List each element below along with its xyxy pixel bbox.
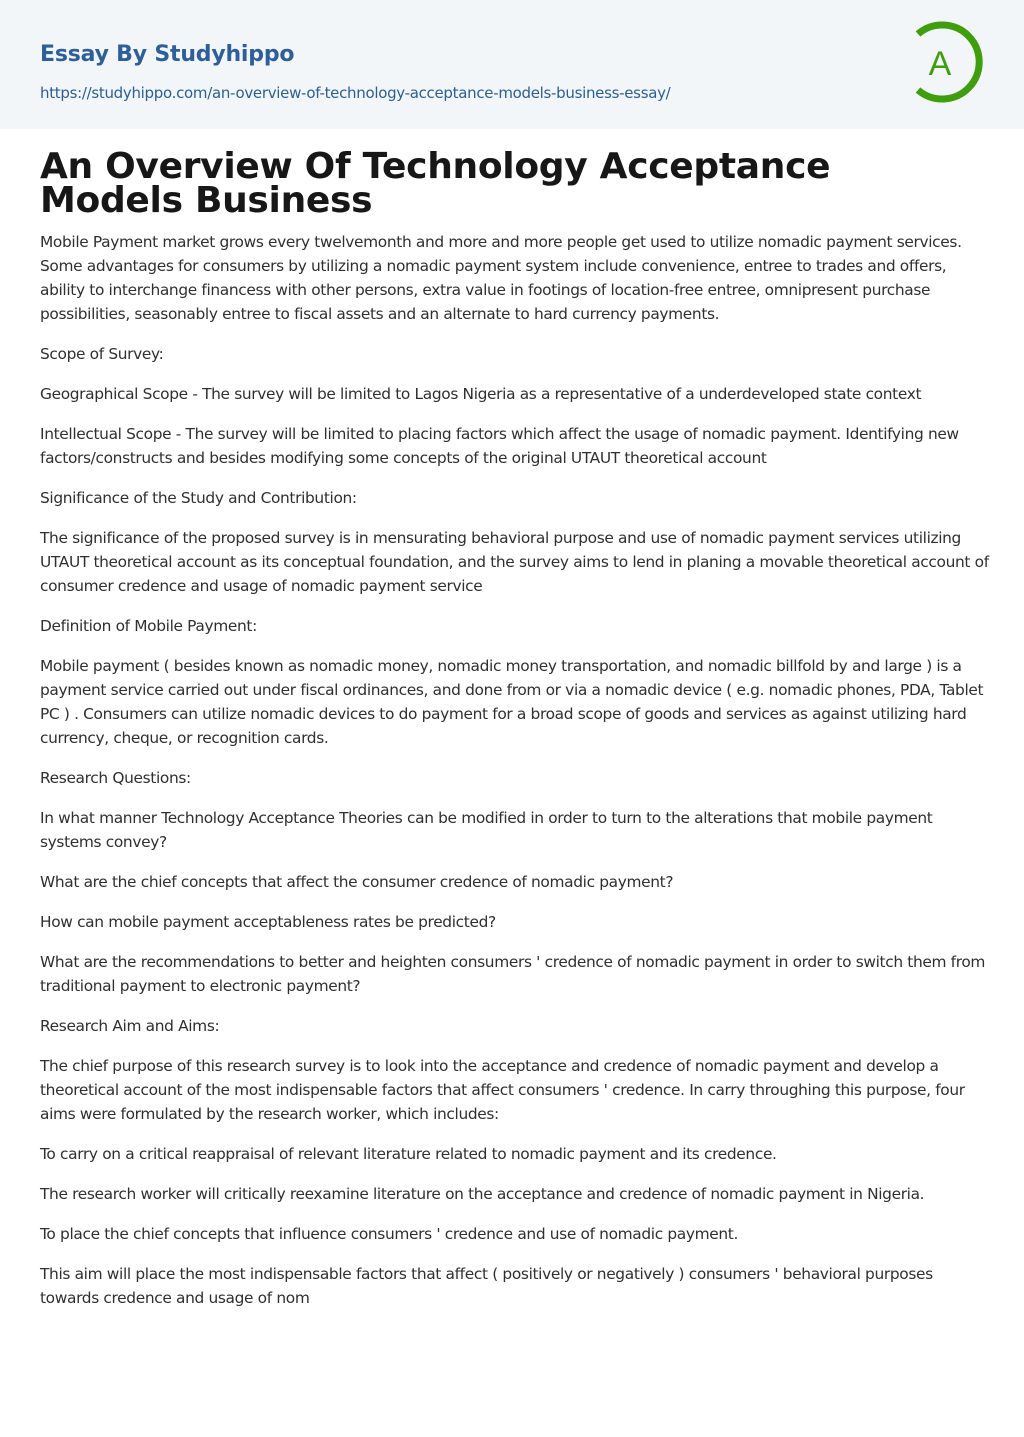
site-header [0,0,1024,129]
aim-1: To carry on a critical reappraisal of relevant literature related to nomadic payment and its credence. [40,1145,777,1163]
paragraph-significance: The significance of the proposed survey is in mensurating behavioral purpose and use of nomadic payment services utilizing UTAUT theoretical account as its conceptual foundation, and the survey aims to lend in planing a movable theoretical account of consumer credence and usage of nomadic payment service [40,529,989,595]
heading-scope-of-survey: Scope of Survey: [40,345,164,363]
page-title: An Overview Of Technology Acceptance Models Business [40,146,831,221]
site-brand: Essay By Studyhippo [40,42,295,67]
studyhippo-logo-icon [905,18,989,106]
research-question-4: What are the recommendations to better and heighten consumers ' credence of nomadic payment in order to switch them from traditional payment to electronic payment? [40,953,986,995]
paragraph-intro: Mobile Payment market grows every twelvemonth and more and more people get used to utilize nomadic payment services. Some advantages for consumers by utilizing a nomadic payment system include convenience, entree to trades and offers, ability to interchange financess with other persons, extra value in footings of location-free entree, omnipresent purchase possibilities, seasonably entree to fiscal assets and an alternate to hard currency payments. [40,233,962,323]
heading-research-questions: Research Questions: [40,769,191,787]
research-question-2: What are the chief concepts that affect the consumer credence of nomadic payment? [40,873,674,891]
aim-2-detail: This aim will place the most indispensable factors that affect ( positively or negatively ) consumers ' behavioral purposes towards credence and usage of nom [40,1265,933,1307]
heading-significance: Significance of the Study and Contribution: [40,489,357,507]
paragraph-research-aims: The chief purpose of this research survey is to look into the acceptance and credence of nomadic payment and develop a theoretical account of the most indispensable factors that affect consumers ' credence. In carry throughing this purpose, four aims were formulated by the research worker, which includes: [40,1057,965,1123]
paragraph-definition: Mobile payment ( besides known as nomadic money, nomadic money transportation, and nomadic billfold by and large ) is a payment service carried out under fiscal ordinances, and done from or via a nomadic device ( e.g. nomadic phones, PDA, Tablet PC ) . Consumers can utilize nomadic devices to do payment for a broad scope of goods and services as against utilizing hard currency, cheque, or recognition cards. [40,657,984,747]
heading-definition: Definition of Mobile Payment: [40,617,257,635]
article-body [40,230,989,1310]
article [0,146,1024,1310]
essay-url-link[interactable]: https://studyhippo.com/an-overview-of-technology-acceptance-models-business-essay/ [40,84,671,102]
paragraph-intellectual-scope: Intellectual Scope - The survey will be limited to placing factors which affect the usage of nomadic payment. Identifying new factors/constructs and besides modifying some concepts of the original UTAUT theoretical account [40,425,959,467]
aim-2: To place the chief concepts that influence consumers ' credence and use of nomadic payment. [40,1225,739,1243]
research-question-1: In what manner Technology Acceptance Theories can be modified in order to turn to the alterations that mobile payment systems convey? [40,809,933,851]
aim-1-detail: The research worker will critically reexamine literature on the acceptance and credence of nomadic payment in Nigeria. [40,1185,925,1203]
paragraph-geographical-scope: Geographical Scope - The survey will be limited to Lagos Nigeria as a representative of a underdeveloped state context [40,385,922,403]
research-question-3: How can mobile payment acceptableness rates be predicted? [40,913,496,931]
svg-text:A: A [928,45,952,83]
heading-research-aims: Research Aim and Aims: [40,1017,220,1035]
